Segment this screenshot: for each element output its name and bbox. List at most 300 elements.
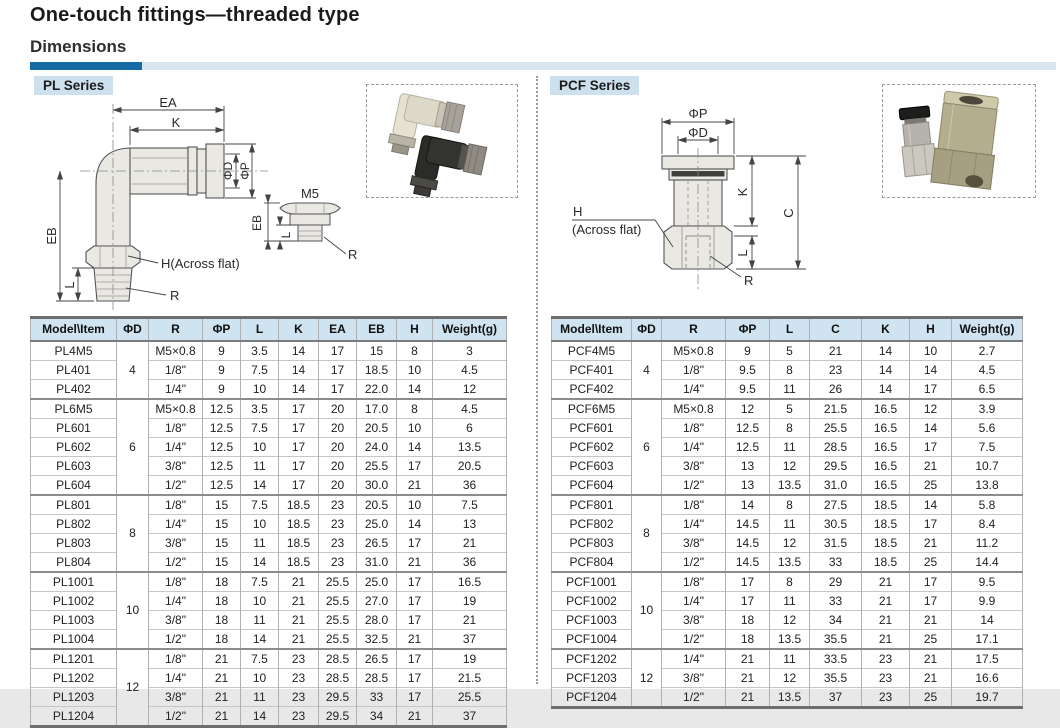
value-cell: 1/8" (662, 419, 726, 438)
value-cell: 17 (397, 649, 433, 669)
value-cell: 7.5 (241, 649, 279, 669)
diameter-cell: 6 (117, 399, 149, 495)
value-cell: 7.5 (952, 438, 1023, 457)
value-cell: 12 (910, 399, 952, 419)
value-cell: 21 (203, 707, 241, 727)
value-cell: 20 (319, 399, 357, 419)
value-cell: 17 (397, 669, 433, 688)
value-cell: 15 (203, 553, 241, 573)
model-cell: PCF602 (552, 438, 632, 457)
table-row (31, 649, 507, 669)
value-cell: 21 (203, 669, 241, 688)
table-row (31, 572, 507, 592)
value-cell: 12 (433, 380, 507, 400)
section-underline-bar (30, 62, 1056, 70)
col-header: Weight(g) (952, 318, 1023, 342)
model-cell: PCF1202 (552, 649, 632, 669)
value-cell: 25.5 (433, 688, 507, 707)
model-cell: PL803 (31, 534, 117, 553)
value-cell: 20.5 (357, 419, 397, 438)
value-cell: 3/8" (662, 457, 726, 476)
value-cell: 11 (241, 457, 279, 476)
value-cell: 21 (397, 476, 433, 496)
value-cell: 36 (433, 553, 507, 573)
value-cell: 17 (910, 438, 952, 457)
value-cell: 13.5 (770, 553, 810, 573)
value-cell: 14 (910, 361, 952, 380)
pl-dim-phi-d: ΦD (221, 161, 235, 181)
model-cell: PCF804 (552, 553, 632, 573)
table-row (552, 630, 1023, 650)
table-row (31, 495, 507, 515)
value-cell: 12 (726, 399, 770, 419)
value-cell: 5 (770, 399, 810, 419)
value-cell: 17 (910, 515, 952, 534)
value-cell: 17 (910, 592, 952, 611)
value-cell: 13.5 (770, 688, 810, 708)
value-cell: 21 (279, 572, 319, 592)
table-row (31, 669, 507, 688)
pl-photo-black-elbow (409, 134, 487, 207)
value-cell: 1/4" (149, 592, 203, 611)
model-cell: PCF1001 (552, 572, 632, 592)
value-cell: 19.7 (952, 688, 1023, 708)
value-cell: 18 (726, 630, 770, 650)
value-cell: 23 (279, 649, 319, 669)
col-header: Weight(g) (433, 318, 507, 342)
table-row (31, 476, 507, 496)
diameter-cell: 10 (632, 572, 662, 649)
diameter-cell: 12 (632, 649, 662, 708)
value-cell: 10 (241, 669, 279, 688)
value-cell: 1/4" (149, 438, 203, 457)
value-cell: 17 (397, 534, 433, 553)
value-cell: 21 (862, 630, 910, 650)
table-row (552, 457, 1023, 476)
table-row (552, 649, 1023, 669)
value-cell: 8 (770, 419, 810, 438)
table-row (552, 419, 1023, 438)
col-header: C (810, 318, 862, 342)
value-cell: 7.5 (241, 572, 279, 592)
table-row (552, 572, 1023, 592)
value-cell: 1/4" (662, 438, 726, 457)
value-cell: 12.5 (203, 457, 241, 476)
value-cell: 12.5 (726, 438, 770, 457)
table-row (31, 380, 507, 400)
value-cell: 25.5 (319, 611, 357, 630)
value-cell: 1/8" (149, 649, 203, 669)
value-cell: 1/2" (149, 707, 203, 727)
value-cell: 29.5 (810, 457, 862, 476)
pl-product-photo (366, 84, 518, 198)
value-cell: 32.5 (357, 630, 397, 650)
value-cell: 17 (279, 419, 319, 438)
value-cell: 7.5 (433, 495, 507, 515)
model-cell: PL1203 (31, 688, 117, 707)
value-cell: 18.5 (862, 495, 910, 515)
pl-m5-l: L (279, 231, 293, 239)
value-cell: 13.5 (770, 630, 810, 650)
col-header: K (279, 318, 319, 342)
col-header: H (910, 318, 952, 342)
value-cell: 21 (203, 649, 241, 669)
value-cell: 5 (770, 341, 810, 361)
table-row (31, 457, 507, 476)
value-cell: 25.5 (319, 592, 357, 611)
value-cell: 30.5 (810, 515, 862, 534)
value-cell: 20 (319, 438, 357, 457)
pl-dimension-diagram (28, 96, 363, 314)
value-cell: 36 (433, 476, 507, 496)
value-cell: 21 (397, 630, 433, 650)
value-cell: 14 (862, 341, 910, 361)
table-row (31, 361, 507, 380)
value-cell: 25.5 (357, 457, 397, 476)
value-cell: 16.5 (862, 457, 910, 476)
pl-m5-r: R (348, 247, 358, 262)
pl-m5-eb: EB (250, 214, 264, 232)
value-cell: 14 (241, 630, 279, 650)
value-cell: 13.5 (770, 476, 810, 496)
value-cell: 16.5 (862, 419, 910, 438)
diameter-cell: 8 (117, 495, 149, 572)
value-cell: 1/8" (149, 495, 203, 515)
value-cell: 17 (397, 688, 433, 707)
value-cell: 17 (319, 361, 357, 380)
table-row (31, 419, 507, 438)
value-cell: 12 (770, 669, 810, 688)
value-cell: 10.7 (952, 457, 1023, 476)
value-cell: 4.5 (433, 399, 507, 419)
value-cell: 25.5 (810, 419, 862, 438)
value-cell: 14 (397, 380, 433, 400)
col-header: ΦD (117, 318, 149, 342)
value-cell: 14.5 (726, 515, 770, 534)
value-cell: 28.5 (810, 438, 862, 457)
pcf-dim-phi-d: ΦD (688, 125, 708, 140)
value-cell: 21 (433, 534, 507, 553)
value-cell: 1/4" (149, 515, 203, 534)
value-cell: 1/8" (149, 572, 203, 592)
value-cell: 1/2" (662, 476, 726, 496)
value-cell: 18.5 (862, 515, 910, 534)
value-cell: 3.9 (952, 399, 1023, 419)
value-cell: 9.5 (726, 380, 770, 400)
value-cell: 3 (433, 341, 507, 361)
value-cell: 22.0 (357, 380, 397, 400)
value-cell: 21 (433, 611, 507, 630)
value-cell: 1/2" (662, 688, 726, 708)
value-cell: M5×0.8 (149, 341, 203, 361)
value-cell: 16.5 (862, 438, 910, 457)
model-cell: PCF603 (552, 457, 632, 476)
section-title: Dimensions (30, 37, 127, 56)
model-cell: PL601 (31, 419, 117, 438)
table-row (31, 399, 507, 419)
value-cell: 21 (726, 669, 770, 688)
value-cell: 12 (770, 611, 810, 630)
value-cell: 18 (203, 611, 241, 630)
table-row (552, 553, 1023, 573)
value-cell: 17.5 (952, 649, 1023, 669)
col-header: L (770, 318, 810, 342)
table-row (552, 495, 1023, 515)
pcf-dim-h-note: (Across flat) (572, 222, 642, 237)
model-cell: PCF1003 (552, 611, 632, 630)
value-cell: 7.5 (241, 361, 279, 380)
value-cell: 8 (397, 399, 433, 419)
value-cell: 10 (910, 341, 952, 361)
pl-dimensions-table (30, 316, 507, 728)
value-cell: 1/2" (149, 630, 203, 650)
table-row (552, 361, 1023, 380)
model-cell: PL602 (31, 438, 117, 457)
value-cell: 23 (862, 669, 910, 688)
value-cell: 23 (279, 707, 319, 727)
value-cell: 25.5 (319, 630, 357, 650)
value-cell: 3/8" (149, 611, 203, 630)
header-row (552, 318, 1023, 342)
table-row (31, 553, 507, 573)
value-cell: M5×0.8 (149, 399, 203, 419)
table-row (552, 399, 1023, 419)
value-cell: 14 (397, 515, 433, 534)
value-cell: 25 (910, 553, 952, 573)
value-cell: 13 (726, 457, 770, 476)
model-cell: PCF401 (552, 361, 632, 380)
pcf-photo-large-fitting (931, 91, 1002, 190)
value-cell: 23 (279, 669, 319, 688)
value-cell: 18.5 (357, 361, 397, 380)
value-cell: 35.5 (810, 630, 862, 650)
model-cell: PL801 (31, 495, 117, 515)
model-cell: PL401 (31, 361, 117, 380)
model-cell: PL804 (31, 553, 117, 573)
value-cell: 11 (241, 534, 279, 553)
value-cell: 13.5 (433, 438, 507, 457)
value-cell: 17 (279, 457, 319, 476)
pcf-dimensions-table (551, 316, 1023, 709)
model-cell: PCF6M5 (552, 399, 632, 419)
value-cell: 21 (810, 341, 862, 361)
value-cell: 12.5 (203, 438, 241, 457)
pl-dim-k: K (171, 115, 181, 130)
value-cell: 17.0 (357, 399, 397, 419)
model-cell: PL1002 (31, 592, 117, 611)
value-cell: 11 (770, 438, 810, 457)
diameter-cell: 4 (632, 341, 662, 399)
value-cell: 3/8" (662, 669, 726, 688)
diameter-cell: 8 (632, 495, 662, 572)
column-divider (536, 76, 538, 684)
section-underline-accent (30, 62, 142, 70)
col-header: EA (319, 318, 357, 342)
table-row (31, 515, 507, 534)
value-cell: 23 (319, 515, 357, 534)
model-cell: PCF4M5 (552, 341, 632, 361)
value-cell: 28.5 (319, 669, 357, 688)
value-cell: 27.5 (810, 495, 862, 515)
value-cell: 1/8" (149, 419, 203, 438)
model-cell: PL802 (31, 515, 117, 534)
value-cell: 9 (203, 380, 241, 400)
table-row (552, 341, 1023, 361)
value-cell: 23 (319, 534, 357, 553)
value-cell: 14 (279, 341, 319, 361)
value-cell: 21 (397, 553, 433, 573)
value-cell: 21 (726, 649, 770, 669)
value-cell: 16.6 (952, 669, 1023, 688)
value-cell: 23 (810, 361, 862, 380)
value-cell: 1/8" (662, 572, 726, 592)
table-row (552, 534, 1023, 553)
value-cell: 14 (910, 495, 952, 515)
value-cell: 11 (241, 611, 279, 630)
model-cell: PL1001 (31, 572, 117, 592)
value-cell: 14.5 (726, 534, 770, 553)
diameter-cell: 4 (117, 341, 149, 399)
value-cell: 21 (279, 630, 319, 650)
value-cell: 16.5 (862, 476, 910, 496)
value-cell: 11 (770, 592, 810, 611)
pcf-series-label: PCF Series (550, 76, 639, 95)
value-cell: 1/2" (662, 630, 726, 650)
value-cell: 37 (433, 707, 507, 727)
model-cell: PCF402 (552, 380, 632, 400)
value-cell: 11 (770, 649, 810, 669)
value-cell: 26 (810, 380, 862, 400)
col-header: ΦP (203, 318, 241, 342)
value-cell: 17 (397, 572, 433, 592)
pl-dim-phi-p: ΦP (238, 162, 252, 180)
value-cell: 9.5 (952, 572, 1023, 592)
value-cell: 11 (770, 380, 810, 400)
value-cell: 1/8" (662, 495, 726, 515)
value-cell: 20.5 (357, 495, 397, 515)
value-cell: 17.1 (952, 630, 1023, 650)
table-row (31, 341, 507, 361)
value-cell: 13.8 (952, 476, 1023, 496)
pcf-dim-k: K (735, 187, 750, 197)
value-cell: 14 (952, 611, 1023, 630)
value-cell: 18 (726, 611, 770, 630)
col-header: R (149, 318, 203, 342)
value-cell: 1/4" (662, 515, 726, 534)
value-cell: 10 (241, 380, 279, 400)
value-cell: 3/8" (149, 688, 203, 707)
pl-m5-label: M5 (300, 186, 320, 201)
value-cell: 21 (862, 572, 910, 592)
value-cell: 18.5 (279, 553, 319, 573)
value-cell: 21 (279, 611, 319, 630)
value-cell: 2.7 (952, 341, 1023, 361)
value-cell: 10 (397, 361, 433, 380)
value-cell: 12 (770, 457, 810, 476)
value-cell: 8.4 (952, 515, 1023, 534)
value-cell: 14 (241, 553, 279, 573)
pcf-dim-r: R (744, 273, 754, 288)
value-cell: 10 (241, 438, 279, 457)
model-cell: PL6M5 (31, 399, 117, 419)
value-cell: 17 (397, 457, 433, 476)
col-header: Model\Item (31, 318, 117, 342)
value-cell: 25.0 (357, 515, 397, 534)
value-cell: 37 (810, 688, 862, 708)
model-cell: PL1004 (31, 630, 117, 650)
value-cell: 14.4 (952, 553, 1023, 573)
value-cell: 17 (319, 380, 357, 400)
value-cell: 17 (397, 611, 433, 630)
value-cell: 13 (433, 515, 507, 534)
value-cell: 21 (910, 649, 952, 669)
value-cell: 1/4" (662, 380, 726, 400)
value-cell: 4.5 (433, 361, 507, 380)
value-cell: 10 (397, 495, 433, 515)
table-row (31, 534, 507, 553)
value-cell: 23 (319, 553, 357, 573)
col-header: Model\Item (552, 318, 632, 342)
value-cell: 14 (279, 361, 319, 380)
model-cell: PL604 (31, 476, 117, 496)
value-cell: 29 (810, 572, 862, 592)
value-cell: 14 (241, 707, 279, 727)
value-cell: 35.5 (810, 669, 862, 688)
value-cell: 15 (357, 341, 397, 361)
model-cell: PCF802 (552, 515, 632, 534)
table-row (552, 592, 1023, 611)
value-cell: 20 (319, 419, 357, 438)
col-header: H (397, 318, 433, 342)
value-cell: 9.9 (952, 592, 1023, 611)
value-cell: 17 (397, 592, 433, 611)
value-cell: 23 (319, 495, 357, 515)
value-cell: 13 (726, 476, 770, 496)
value-cell: 14 (241, 476, 279, 496)
value-cell: 14 (726, 495, 770, 515)
value-cell: 12 (770, 534, 810, 553)
pcf-dim-l: L (735, 249, 750, 257)
value-cell: 10 (241, 592, 279, 611)
pcf-dim-phi-p: ΦP (688, 106, 708, 121)
value-cell: 21 (279, 592, 319, 611)
value-cell: 14 (397, 438, 433, 457)
pl-dim-l: L (62, 281, 77, 289)
value-cell: 11.2 (952, 534, 1023, 553)
value-cell: 14 (862, 361, 910, 380)
value-cell: 3/8" (149, 457, 203, 476)
value-cell: 25 (910, 688, 952, 708)
value-cell: 3.5 (241, 399, 279, 419)
table-row (552, 438, 1023, 457)
value-cell: 21 (910, 669, 952, 688)
value-cell: 3.5 (241, 341, 279, 361)
col-header: L (241, 318, 279, 342)
pcf-photo-small-fitting (898, 106, 937, 177)
pl-elbow-fitting-drawing (86, 144, 224, 301)
table-row (31, 611, 507, 630)
pl-dim-eb: EB (44, 227, 59, 245)
table-row (31, 438, 507, 457)
table-row (552, 688, 1023, 708)
value-cell: 25 (910, 476, 952, 496)
value-cell: 15 (203, 534, 241, 553)
value-cell: M5×0.8 (662, 399, 726, 419)
model-cell: PCF1204 (552, 688, 632, 708)
value-cell: 21 (910, 457, 952, 476)
value-cell: 34 (357, 707, 397, 727)
value-cell: 28.0 (357, 611, 397, 630)
